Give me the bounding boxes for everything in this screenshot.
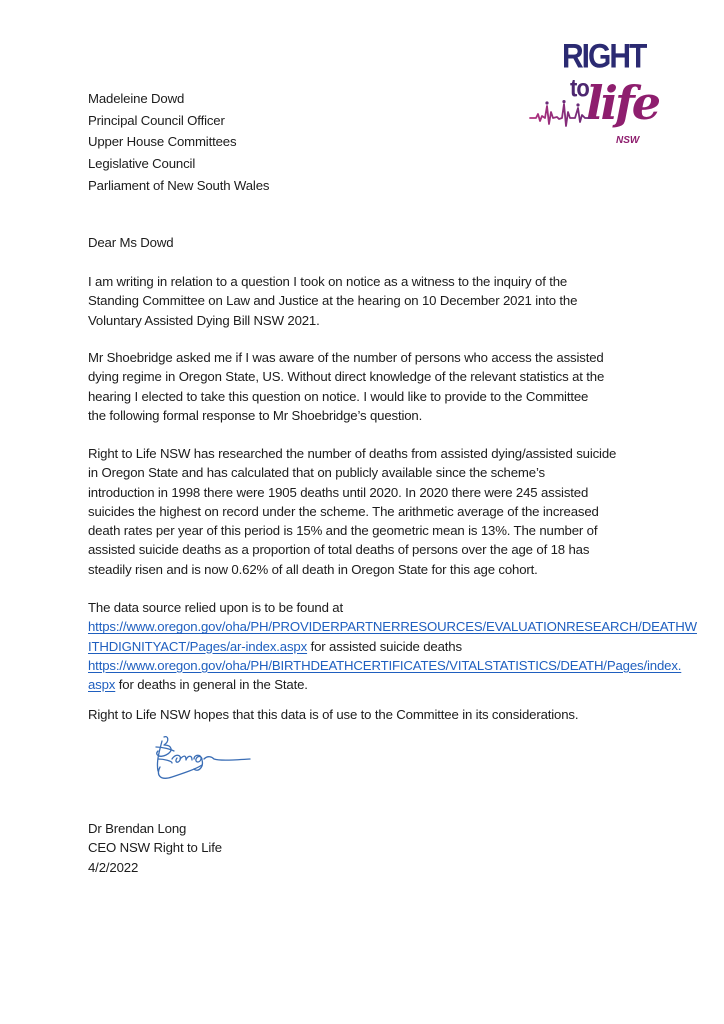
paragraph-3 <box>88 444 648 579</box>
paragraph-line: Right to Life NSW has researched the number of deaths from assisted dying/assisted suicide <box>88 446 617 461</box>
recipient-organisation: Parliament of New South Wales <box>88 177 270 193</box>
logo-word-nsw: NSW <box>616 135 640 146</box>
paragraph-line: death rates per year of this period is 15% and the geometric mean is 13%. The number of <box>88 523 598 539</box>
logo-word-to: to <box>570 73 589 103</box>
oregon-vital-statistics-link-continued[interactable]: aspx <box>88 677 116 693</box>
recipient-address <box>88 89 648 195</box>
paragraph-line: I am writing in relation to a question I took on notice as a witness to the inquiry of the <box>88 274 568 289</box>
signatory-name: Dr Brendan Long <box>88 821 187 836</box>
paragraph-line: suicides the highest on record under the scheme. The arithmetic average of the increased <box>88 503 599 519</box>
link2-description: for deaths in general in the State. <box>115 677 308 693</box>
paragraph-line: Voluntary Assisted Dying Bill NSW 2021. <box>88 312 320 328</box>
recipient-unit: Upper House Committees <box>88 134 237 150</box>
data-source-intro: The data source relied upon is to be found at <box>88 600 343 615</box>
signatory-title: CEO NSW Right to Life <box>88 840 222 856</box>
signoff-block <box>88 819 648 877</box>
paragraph-line: Right to Life NSW hopes that this data is of use to the Committee in its considerations. <box>88 707 579 722</box>
paragraph-1 <box>88 272 648 330</box>
paragraph-line: hearing I elected to take this question on notice. I would like to provide to the Committee <box>88 388 589 404</box>
paragraph-line: Standing Committee on Law and Justice at the hearing on 10 December 2021 into the <box>88 293 578 309</box>
paragraph-line: dying regime in Oregon State, US. Without direct knowledge of the relevant statistics at the <box>88 369 605 385</box>
logo-word-right: RIGHT <box>562 37 646 76</box>
oregon-dwda-report-link[interactable]: https://www.oregon.gov/oha/PH/PROVIDERPARTNERRESOURCES/EVALUATIONRESEARCH/DEATHW <box>88 619 697 635</box>
paragraph-line: steadily risen and is now 0.62% of all death in Oregon State for this age cohort. <box>88 561 538 577</box>
oregon-dwda-report-link-continued[interactable]: ITHDIGNITYACT/Pages/ar-index.aspx <box>88 638 308 654</box>
recipient-name: Madeleine Dowd <box>88 91 185 106</box>
handwritten-signature <box>150 733 260 788</box>
recipient-title: Principal Council Officer <box>88 112 225 128</box>
salutation <box>88 233 648 252</box>
oregon-vital-statistics-link[interactable]: https://www.oregon.gov/oha/PH/BIRTHDEATHCERTIFICATES/VITALSTATISTICS/DEATH/Pages/index. <box>88 657 682 673</box>
link1-description: for assisted suicide deaths <box>307 638 462 654</box>
letter-date: 4/2/2022 <box>88 859 139 875</box>
salutation-text: Dear Ms Dowd <box>88 235 174 250</box>
paragraph-2 <box>88 348 648 425</box>
paragraph-4-data-sources <box>88 598 697 694</box>
logo-word-life: life <box>586 76 659 130</box>
paragraph-line: the following formal response to Mr Shoebridge’s question. <box>88 407 423 423</box>
recipient-body: Legislative Council <box>88 156 196 172</box>
paragraph-line: introduction in 1998 there were 1905 deaths until 2020. In 2020 there were 245 assisted <box>88 484 589 500</box>
paragraph-5 <box>88 705 648 724</box>
paragraph-line: in Oregon State and has calculated that on publicly available since the scheme’s <box>88 465 545 481</box>
paragraph-line: assisted suicide deaths as a proportion of total deaths of persons over the age of 18 has <box>88 542 590 558</box>
paragraph-line: Mr Shoebridge asked me if I was aware of the number of persons who access the assisted <box>88 350 604 365</box>
